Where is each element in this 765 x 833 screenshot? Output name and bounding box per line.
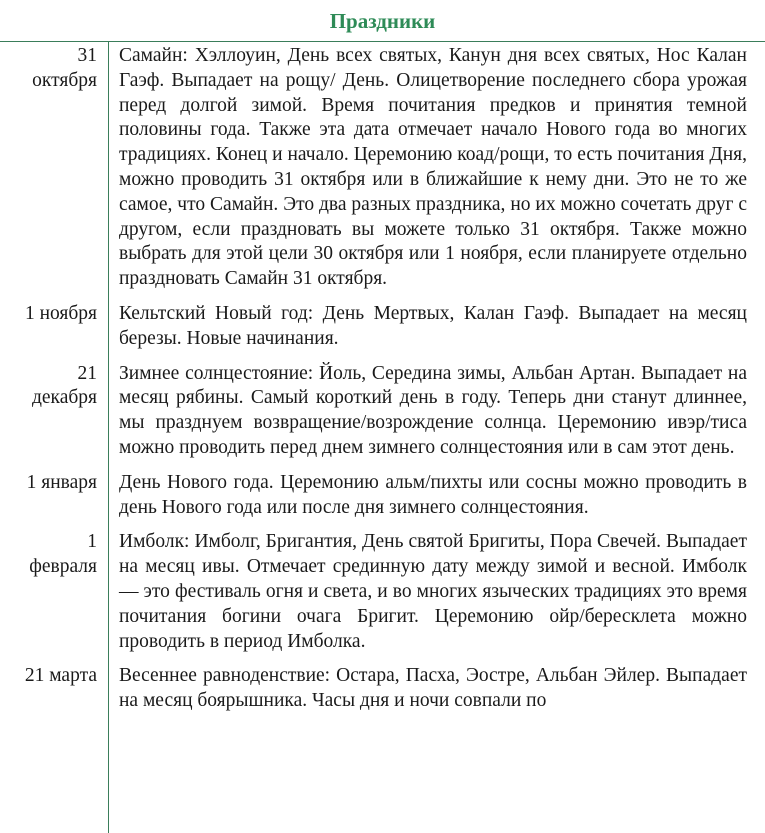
table-row xyxy=(0,471,765,521)
date-line: 1 ноября xyxy=(24,302,97,324)
holiday-table xyxy=(0,44,765,724)
holiday-description: Зимнее солнцестояние: Йоль, Середина зимы, Альбан Артан. Выпадает на месяц рябины. Самый короткий день в году. Теперь дни станут длиннее, мы празднуем возвращение/возрождение солнца. Церемонию ивэр/тиса можно проводить перед днем зимнего солнцестояния или в сам этот день. xyxy=(119,362,747,458)
date-line: февраля xyxy=(29,556,97,578)
date-line: 21 xyxy=(77,362,97,384)
holiday-description: Весеннее равноденствие: Остара, Пасха, Эостре, Альбан Эйлер. Выпадает на месяц боярышника. Часы дня и ночи совпали по xyxy=(119,665,747,712)
holiday-date xyxy=(0,44,97,292)
holiday-description: Кельтский Новый год: День Мертвых, Калан Гаэф. Выпадает на месяц березы. Новые начинания. xyxy=(119,302,747,349)
table-row xyxy=(0,664,765,714)
holiday-date xyxy=(0,362,97,461)
table-row xyxy=(0,362,765,461)
holiday-description: Самайн: Хэллоуин, День всех святых, Канун дня всех святых, Нос Калан Гаэф. Выпадает на рощу/ День. Олицетворение последнего сбора урожая перед долгой зимой. Время почитания предков и принятия темной половины года. Также эта дата отмечает начало Нового года во многих традициях. Конец и начало. Церемонию коад/рощи, то есть почитания Дня, можно проводить 31 октября или в ближайшие к нему дни. Это не то же самое, что Самайн. Это два разных праздника, но их можно сочетать друг с другом, если праздновать вы можете только 31 октября. Также можно выбрать для этой цели 30 октября или 1 ноября, если планируете отдельно праздновать Самайн 31 октября. xyxy=(119,45,747,290)
holiday-date xyxy=(0,664,97,714)
date-line: 31 xyxy=(77,45,97,66)
date-line: 21 марта xyxy=(24,665,97,687)
page-title: Праздники xyxy=(329,9,436,33)
date-line: 1 января xyxy=(26,471,97,493)
date-line: октября xyxy=(32,69,97,91)
table-row xyxy=(0,44,765,292)
title-divider xyxy=(0,41,765,42)
date-line: 1 xyxy=(87,531,97,553)
table-row xyxy=(0,302,765,352)
holiday-description: Имболк: Имболг, Бригантия, День святой Бригиты, Пора Свечей. Выпадает на месяц ивы. Отмечает срединную дату между зимой и весной. Имболк — это фестиваль огня и света, и во многих языческих традициях это время почитания богини очага Бригит. Церемонию ойр/бересклета можно проводить в период Имболка. xyxy=(119,531,747,652)
table-row xyxy=(0,530,765,654)
holiday-description: День Нового года. Церемонию альм/пихты или сосны можно проводить в день Нового года или после дня зимнего солнцестояния. xyxy=(119,471,747,518)
holiday-date xyxy=(0,530,97,654)
holiday-date xyxy=(0,302,97,352)
date-line: декабря xyxy=(31,387,97,409)
holiday-date xyxy=(0,471,97,521)
